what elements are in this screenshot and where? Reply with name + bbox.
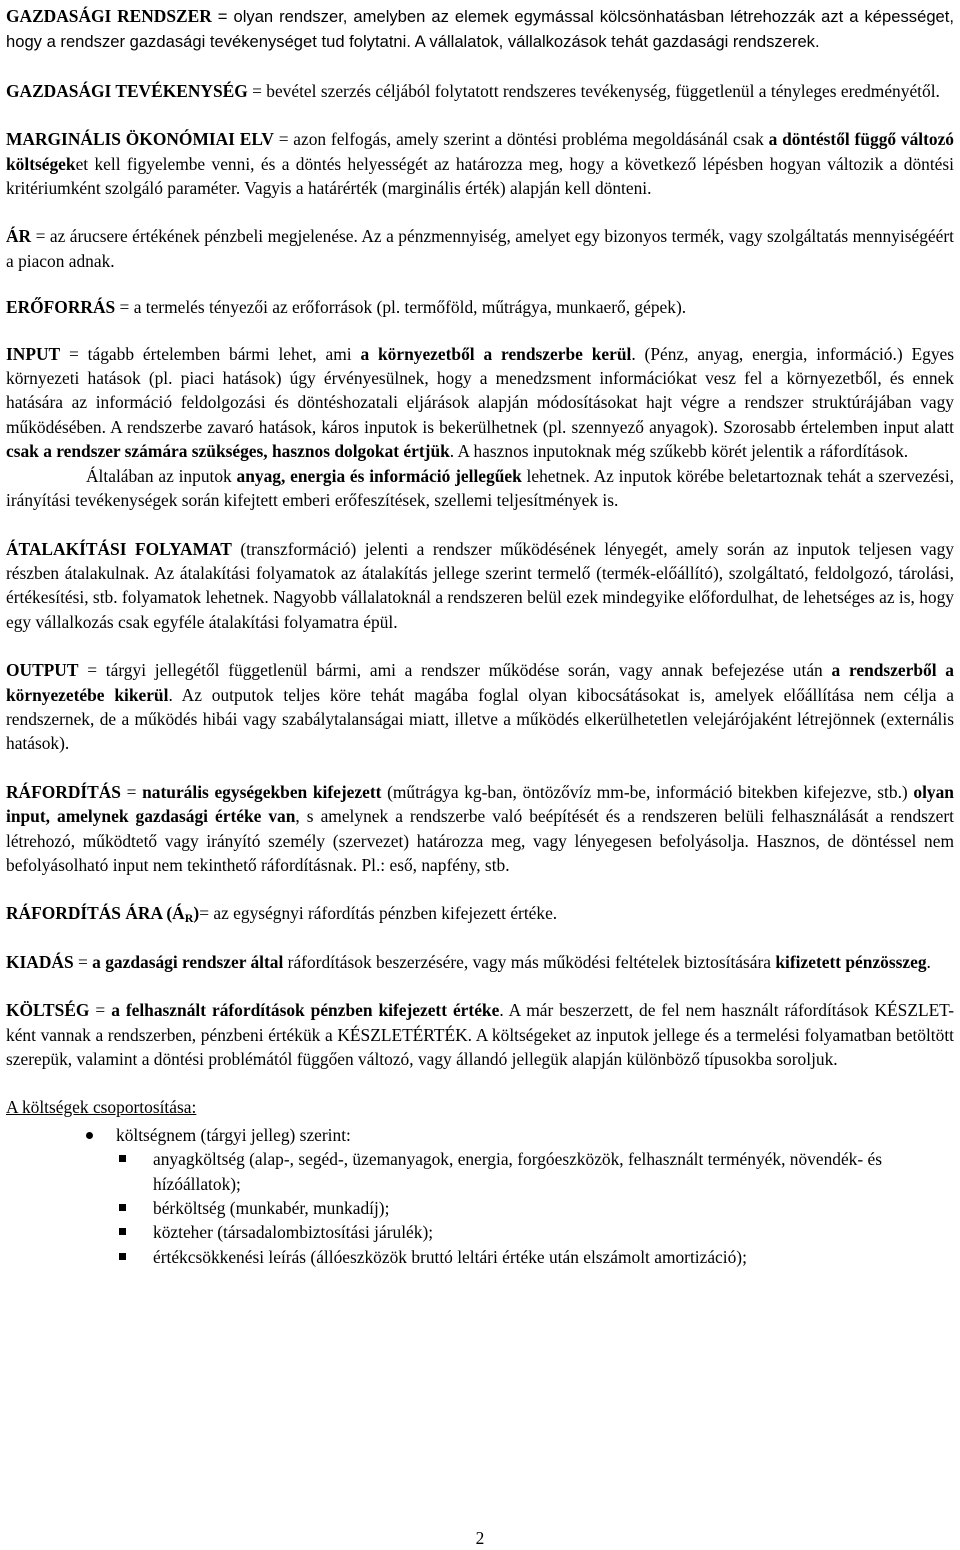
- paragraph-gazdasagi-rendszer: [6, 4, 954, 55]
- sublist-item-text: közteher (társadalombiztosítási járulék);: [153, 1222, 434, 1243]
- term-label: INPUT: [6, 343, 61, 364]
- definition-text: =: [120, 781, 143, 802]
- sublist-item: [153, 1147, 954, 1196]
- section-heading: A költségek csoportosítása:: [6, 1097, 197, 1118]
- paragraph-raforditas: [6, 780, 954, 878]
- document-page: [6, 4, 954, 1269]
- definition-text: = az egységnyi ráfordítás pénzben kifejezett értéke.: [199, 903, 558, 924]
- square-bullet-icon: [119, 1253, 126, 1260]
- sublist: [116, 1147, 954, 1269]
- term-label: MARGINÁLIS ÖKONÓMIAI ELV: [6, 129, 274, 150]
- paragraph-gazdasagi-tevekenyseg: [6, 79, 954, 103]
- definition-text: . Az outputok teljes köre tehát magába foglal olyan kibocsátásokat is, amelyek előállítása nem célja a rendszernek, de a működés hibái vagy szabálytalanságai miatt, illetve a működés elkerülhetetlen velejárójaként létrejönnek (externális hatások).: [6, 684, 954, 754]
- paragraph-input-continued: [6, 464, 954, 513]
- definition-text: ráfordítások beszerzésére, vagy más működési feltételek biztosítására: [283, 951, 776, 972]
- term-label-end: ): [193, 903, 200, 924]
- term-label: KÖLTSÉG: [6, 1000, 90, 1021]
- sublist-item-text: anyagköltség (alap-, segéd-, üzemanyagok, energia, forgóeszközök, felhasznált terményék, növendék- és hízóállatok);: [153, 1149, 882, 1194]
- emphasis-text: csak a rendszer számára szükséges, hasznos dolgokat értjük: [6, 441, 450, 462]
- sublist-item: [153, 1220, 954, 1244]
- term-label: KIADÁS: [6, 951, 74, 972]
- term-subscript: R: [184, 911, 194, 926]
- term-label: ERŐFORRÁS: [6, 297, 116, 318]
- definition-text: = azon felfogás, amely szerint a döntési probléma megoldásánál csak: [273, 129, 769, 150]
- paragraph-ar: [6, 224, 954, 273]
- sublist-item: [153, 1196, 954, 1220]
- definition-text: (transzformáció) jelenti a rendszer működésének lényegét, amely során az inputok teljesen vagy részben átalakulnak. Az átalakítási folyamatok az átalakítás jellege szerint termelő (termék-előállító), szolgáltató, feldolgozó, tárolási, értékesítési, stb. folyamatok lehetnek. Nagyobb vállalatoknál a rendszeren belül ezek mindegyike előfordulhat, de lehetséges az is, hogy egy vállalkozás csak egyféle átalakítási folyamatra épül.: [6, 538, 955, 632]
- definition-text: Általában az inputok: [86, 465, 237, 486]
- definition-text: = olyan rendszer, amelyben az elemek egymással kölcsönhatásban létrehozzák azt a képességet, hogy a rendszer gazdasági tevékenységet tud folytatni. A vállalatok, vállalkozások tehát gazdasági rendszerek.: [6, 7, 954, 52]
- definition-text: .: [926, 951, 931, 972]
- paragraph-atalakitasi-folyamat: [6, 537, 954, 635]
- definition-text: . A már beszerzett, de fel nem használt ráfordítások KÉSZLET-ként vannak a rendszerben, pénzbeni értékük a KÉSZLETÉRTÉK. A költségeket az inputok jellege és a termelési folyamatban betöltött szerepük, valamint a döntési problémától függően változó, vagy állandó jellegük alapján különböző típusokba soroljuk.: [6, 1000, 955, 1069]
- emphasis-text: a környezetből a rendszerbe kerül: [360, 343, 632, 364]
- list-item-text: költségnem (tárgyi jelleg) szerint:: [116, 1124, 351, 1145]
- page-number: 2: [475, 1528, 485, 1548]
- sublist-item-text: értékcsökkenési leírás (állóeszközök bruttó leltári értéke után elszámolt amortizáció);: [153, 1246, 747, 1267]
- bullet-icon: [86, 1132, 93, 1139]
- emphasis-text: anyag, energia és információ jellegűek: [236, 465, 522, 486]
- definition-text: =: [89, 1000, 112, 1021]
- definition-text: , s amelynek a rendszerbe való beépítését és a rendszeren belüli felhasználását a rendszert létrehozó, működtető vagy irányító személy (szervezet) határozza meg, vagy lényegesen befolyásolja. Hasznos, de döntéssel nem befolyásolható input nem tekinthető ráfordításnak. Pl.: eső, napfény, stb.: [6, 806, 954, 875]
- paragraph-marginalis-elv: [6, 127, 954, 200]
- square-bullet-icon: [119, 1155, 126, 1162]
- paragraph-output: [6, 658, 954, 756]
- definition-text: =: [73, 951, 93, 972]
- square-bullet-icon: [119, 1228, 126, 1235]
- definition-text: . A hasznos inputoknak még szűkebb körét jelentik a ráfordítások.: [449, 441, 909, 462]
- emphasis-text: a gazdasági rendszer által: [92, 951, 284, 972]
- square-bullet-icon: [119, 1204, 126, 1211]
- paragraph-kiadas: [6, 950, 954, 974]
- definition-text: = tárgyi jellegétől függetlenül bármi, ami a rendszer működése során, vagy annak befejezése után: [78, 660, 832, 681]
- term-label: RÁFORDÍTÁS: [6, 781, 121, 802]
- term-label: RÁFORDÍTÁS ÁRA (Á: [6, 903, 185, 924]
- paragraph-input: [6, 342, 954, 464]
- definition-text: = tágabb értelemben bármi lehet, ami: [60, 343, 361, 364]
- definition-text: (műtrágya kg-ban, öntözővíz mm-be, információ bitekben kifejezve, stb.): [381, 781, 914, 802]
- definition-text: . (Pénz, anyag, energia, információ.) Egyes környezeti hatások (pl. piaci hatások) úgy érvényesülnek, hogy a menedzsment információkat vesz fel a környezetből, és ennek hatására az információ feldolgozási és döntéshozatali eljárások alapján módosításokat hajt végre a rendszer struktúrájában vagy működésében. A rendszerbe zavaró hatások, káros inputok is bekerülhetnek (pl. szennyező anyagok). Szorosabb értelemben input alatt: [6, 343, 954, 437]
- definition-text: = az árucsere értékének pénzbeli megjelenése. Az a pénzmennyiség, amelyet egy bizonyos termék, vagy szolgáltatás mennyiségéért a piacon adnak.: [6, 226, 954, 271]
- term-label: OUTPUT: [6, 660, 79, 681]
- paragraph-koltseg: [6, 998, 954, 1071]
- emphasis-text: a döntéstől függő változó költségek: [6, 129, 955, 174]
- paragraph-eroforras: [6, 295, 954, 319]
- definition-text: = a termelés tényezői az erőforrások (pl. termőföld, műtrágya, munkaerő, gépek).: [115, 297, 687, 318]
- definition-text: et kell figyelembe venni, és a döntés helyességét az határozza meg, hogy a következő lépésben hogyan változik a döntési kritériumként szolgáló paraméter. Vagyis a határérték (marginális érték) alapján kell dönteni.: [6, 153, 954, 199]
- definition-text: = bevétel szerzés céljából folytatott rendszeres tevékenység, függetlenül a tényleges eredményétől.: [247, 80, 940, 101]
- term-label: GAZDASÁGI RENDSZER: [6, 6, 212, 26]
- emphasis-text: olyan input, amelynek gazdasági értéke van: [6, 781, 954, 827]
- term-label: ÁR: [6, 226, 32, 247]
- term-label: GAZDASÁGI TEVÉKENYSÉG: [6, 80, 248, 101]
- sublist-item: [153, 1245, 954, 1269]
- emphasis-text: naturális egységekben kifejezett: [142, 781, 382, 802]
- emphasis-text: a felhasznált ráfordítások pénzben kifejezett értéke: [111, 1000, 500, 1021]
- emphasis-text: a rendszerből a környezetébe kikerül: [6, 660, 954, 705]
- definition-text: lehetnek. Az inputok körébe beletartoznak tehát a szervezési, irányítási tevékenységek során kifejtett emberi erőfeszítések, szellemi teljesítmények is.: [6, 465, 954, 511]
- cost-classification-list: [6, 1123, 954, 1269]
- paragraph-raforditas-ara: [6, 901, 954, 925]
- sublist-item-text: bérköltség (munkabér, munkadíj);: [153, 1198, 390, 1219]
- list-item: [116, 1123, 954, 1269]
- term-label: ÁTALAKÍTÁSI FOLYAMAT: [6, 538, 232, 559]
- emphasis-text: kifizetett pénzösszeg: [775, 951, 927, 972]
